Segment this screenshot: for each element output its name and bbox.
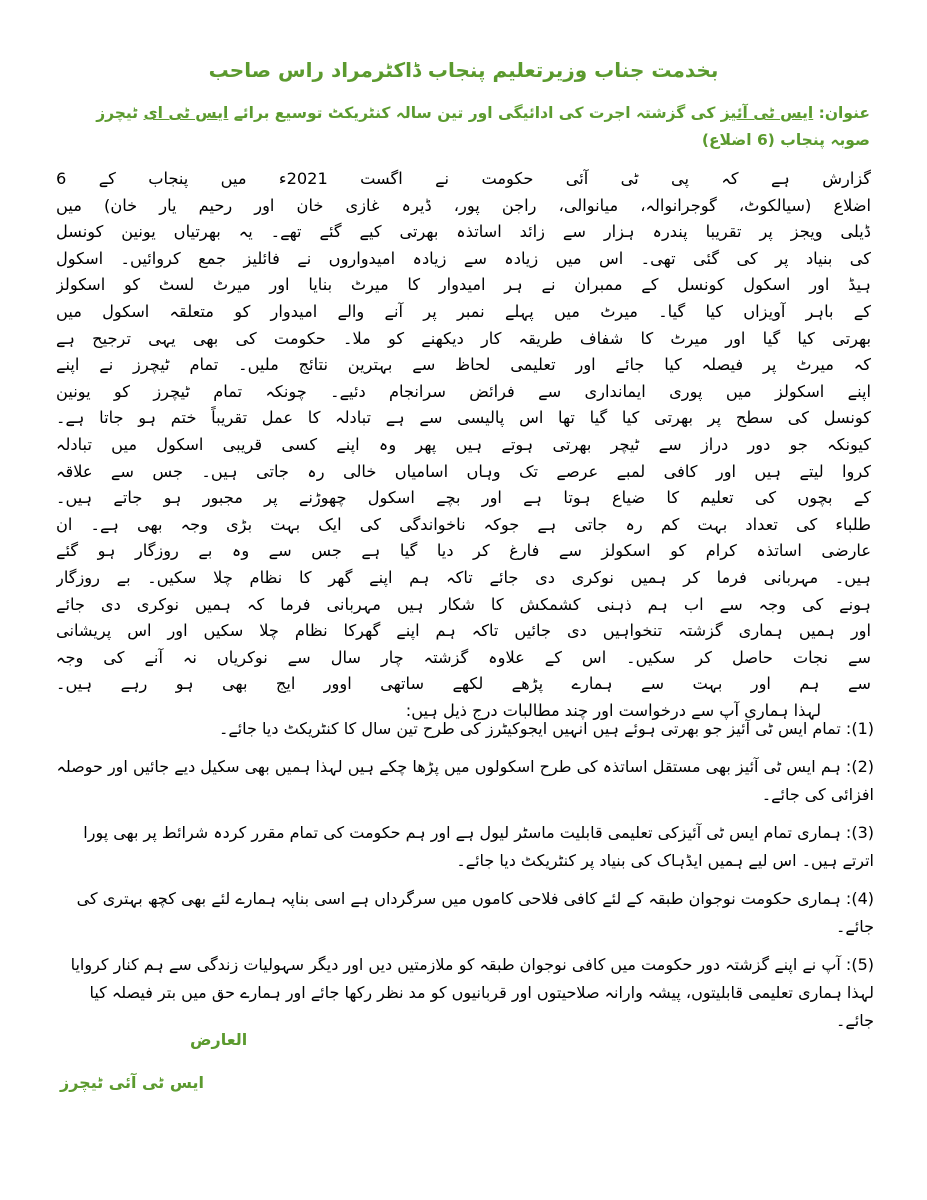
demand-number: (2) [851,757,874,776]
demand-text: : ہم ایس ٹی آئیز بھی مستقل اساتذہ کی طرح اسکولوں میں پڑھا چکے ہیں لہذا ہمیں بھی سکیل دیے جائیں اور حوصلہ افزائی کی جائے۔ [56,757,874,804]
body-line: کی بنیاد پر کی گئی تھی۔ اس میں زیادہ سے زیادہ امیدواروں نے فائلیز جمع کروائیں۔ اسکول [56,248,871,268]
body-line: اضلاع (سیالکوٹ، گوجرانوالہ، میانوالی، راجن پور، ڈیرہ غازی خان اور رحیم یار خان) میں [56,195,871,215]
demand-item [56,951,874,1035]
subject-text: ٹیچرز صوبہ پنجاب (6 اضلاع) [96,104,870,149]
subject-text: کی گزشتہ اجرت کی ادائیگی اور تین سالہ کنٹریکٹ توسیع برائے [228,104,721,122]
demand-text: : ہماری حکومت نوجوان طبقہ کے لئے کافی فلاحی کاموں میں سرگرداں ہے اسی بناپہ ہمارے لئے بھی کچھ بہتری کی جائے۔ [76,889,874,936]
letter-subject [60,100,870,154]
signer-name: ایس ٹی آئی ٹیچرز [60,1073,204,1092]
subject-underlined-term: ایس ٹی آئیز [720,104,814,122]
demand-number: (5) [851,955,874,974]
demand-number: (1) [851,719,874,738]
body-line: بھرتی کیا گیا اور میرٹ کا شفاف طریقہ کار دیکھنے کو ملا۔ حکومت کی بھی یہی ترجیح ہے [56,328,871,348]
body-line: سے نجات حاصل کر سکیں۔ اس کے علاوہ گزشتہ چار سال سے نوکریاں نہ آنے کی وجہ [56,647,871,667]
body-line: کیونکہ جو دور دراز سے ٹیچر بھرتی ہوتے ہیں پھر وہ اپنے کسی قریبی اسکول میں تبادلہ [56,434,871,454]
body-line: لہذا ہماری آپ سے درخواست اور چند مطالبات درج ذیل ہیں: [405,700,821,720]
demand-item [56,819,874,875]
body-line: ڈیلی ویجز پر تقریبا پندرہ ہزار سے زائد اساتذہ بھرتی کیے گئے تھے۔ یہ بھرتیاں یونین کونسل [56,222,871,242]
demand-item [56,885,874,941]
closing-salutation: العارض [190,1030,248,1049]
demand-item [56,753,874,809]
demand-text: : تمام ایس ٹی آئیز جو بھرتی ہوئے ہیں انہیں ایجوکیٹرز کی طرح تین سال کا کنٹریکٹ دیا جائے۔ [218,719,852,738]
body-line: ہیں۔ مہربانی فرما کر ہمیں نوکری دی جائے تاکہ ہم اپنے گھر کا نظام چلا سکیں۔ بے روزگار [56,567,871,587]
demand-text: : آپ نے اپنے گزشتہ دور حکومت میں کافی نوجوان طبقہ کو ملازمتیں دیں اور دیگر سہولیات زندگی سے ہم کنار کروایا لہذا ہماری تعلیمی قابلیتوں، پیشہ وارانہ صلاحیتوں اور قربانیوں کو مد نظر رکھا جائے اور ہمارے حق میں بتر فیصلہ کیا جائے۔ [70,955,874,1030]
body-line: عارضی اساتذہ کرام کو اسکولز سے فارغ کر دیا گیا ہے جس سے وہ بے روزگار ہو گئے [56,541,871,561]
subject-underlined-term: ایس ٹی ای [143,104,229,122]
body-line: کونسل کی سطح پر بھرتی کیا گیا تھا اس پالیسی سے ہے تبادلہ کا عمل تقریباً ختم ہو جاتا ہے۔ [56,408,871,428]
demand-number: (4) [851,889,874,908]
body-line: ہونے کی وجہ سے اب ہم ذہنی کشمکش کا شکار ہیں مہربانی فرما کہ ہمیں نوکری دی جائے [56,594,871,614]
body-line: کروا لیتے ہیں اور کافی لمبے عرصے تک وہاں اسامیاں خالی رہ جاتی ہیں۔ جس سے علاقہ [56,461,871,481]
demand-number: (3) [851,823,874,842]
demand-item [56,715,874,743]
body-line: گزارش ہے کہ پی ٹی آئی حکومت نے اگست 2021ء میں پنجاب کے 6 [56,169,871,188]
body-line: کے بچوں کی تعلیم کا ضیاع ہوتا ہے اور بچے اسکول چھوڑنے پر مجبور ہو جاتے ہیں۔ [56,488,871,508]
demands-list [56,715,874,1045]
body-line: ہیڈ اور اسکول کونسل کے ممبران نے ہر امیدوار کا میرٹ بنایا اور میرٹ لسٹ کو اسکولز [56,275,871,295]
body-line: طلباء کی تعداد بہت کم رہ جاتی ہے جوکہ ناخواندگی کی ایک بہت بڑی وجہ بھی ہے۔ ان [56,514,871,534]
subject-label: عنوان: [818,104,870,122]
body-line: کے باہر آویزاں کیا گیا۔ میرٹ میں پہلے نمبر پر آنے والے امیدوار کو متعلقہ اسکول میں [56,301,871,321]
body-line: سے ہم اور بہت سے ہمارے پڑھے لکھے ساتھی اوور ایج بھی ہو رہے ہیں۔ [56,674,871,694]
letter-body [56,166,871,724]
body-line: اور ہمیں ہماری گزشتہ تنخواہیں دی جائیں تاکہ ہم اپنے گھرکا نظام چلا سکیں اور اس پریشانی [56,621,871,641]
demand-text: : ہماری تمام ایس ٹی آئیزکی تعلیمی قابلیت ماسٹر لیول ہے اور ہم حکومت کی تمام مقرر کردہ شرائط پر بھی پورا اترتے ہیں۔ اس لیے ہمیں ایڈہاک کی بنیاد پر کنٹریکٹ دیا جائے۔ [83,823,874,870]
body-line: اپنے اسکولز میں پوری ایمانداری سے فرائض سرانجام دئیے۔ چونکہ تمام ٹیچرز کو یونین [56,381,871,401]
letter-heading: بخدمت جناب وزیرتعلیم پنجاب ڈاکٹرمراد راس صاحب [208,58,719,82]
body-line: کہ میرٹ پر فیصلہ کیا جائے اور تعلیمی لحاظ سے بہترین نتائج ملیں۔ تمام ٹیچرز نے اپنے [56,355,871,375]
